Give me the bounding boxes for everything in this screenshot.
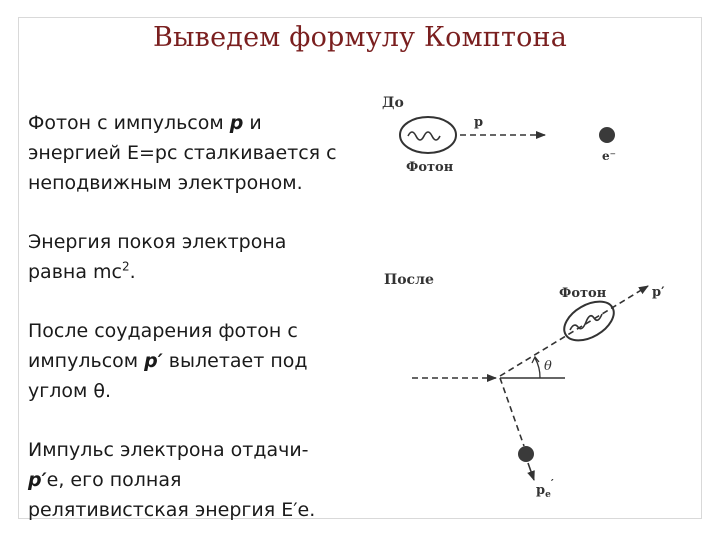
electron-before-icon: [599, 127, 615, 143]
momentum-label-after: p′: [652, 285, 665, 300]
recoil-electron-arrow: [528, 463, 534, 480]
after-label: После: [384, 272, 434, 288]
electron-momentum-base: p: [536, 483, 546, 498]
paragraph-scattered-photon: [28, 316, 346, 406]
p1-momentum-symbol: p: [229, 112, 244, 134]
slide-title: Выведем формулу Комптона: [152, 22, 568, 53]
photon-label-before: Фотон: [406, 160, 454, 175]
compton-diagram: [360, 80, 700, 520]
electron-after-icon: [518, 446, 534, 462]
p4-text-pre: Импульс электрона отдачи-: [28, 439, 309, 461]
p2-text-pre: Энергия покоя электрона равна mc: [28, 231, 287, 283]
p2-superscript: 2: [121, 259, 130, 274]
p3-text-post: вылетает под углом θ.: [28, 350, 308, 402]
electron-momentum-prime: ′: [550, 477, 554, 490]
paragraph-photon: [28, 108, 346, 198]
text-column: [28, 108, 346, 554]
p4-momentum-symbol: p′: [28, 469, 47, 491]
photon-before-wave-icon: [408, 132, 440, 140]
photon-label-after: Фотон: [559, 286, 607, 301]
paragraph-recoil-electron: [28, 435, 346, 525]
p3-momentum-symbol: p′: [144, 350, 163, 372]
electron-label: e⁻: [602, 149, 616, 163]
p3-text-pre: После соударения фотон с импульсом: [28, 320, 298, 372]
p1-text-pre: Фотон с импульсом: [28, 112, 230, 134]
momentum-label-before: p: [474, 115, 484, 130]
electron-momentum-label: [536, 477, 554, 500]
angle-label: θ: [544, 359, 552, 374]
photon-before: [400, 117, 456, 153]
p4-text-post: e, его полная релятивистская энергия E′e.: [28, 469, 316, 521]
recoil-electron-path: [500, 378, 524, 446]
paragraph-rest-energy: [28, 227, 346, 287]
electron-momentum-sub: e: [545, 490, 551, 500]
p1-text-post: и энергией E=pc сталкивается с неподвижным электроном.: [28, 112, 337, 194]
before-label: До: [382, 95, 404, 111]
p2-text-post: .: [129, 261, 136, 283]
